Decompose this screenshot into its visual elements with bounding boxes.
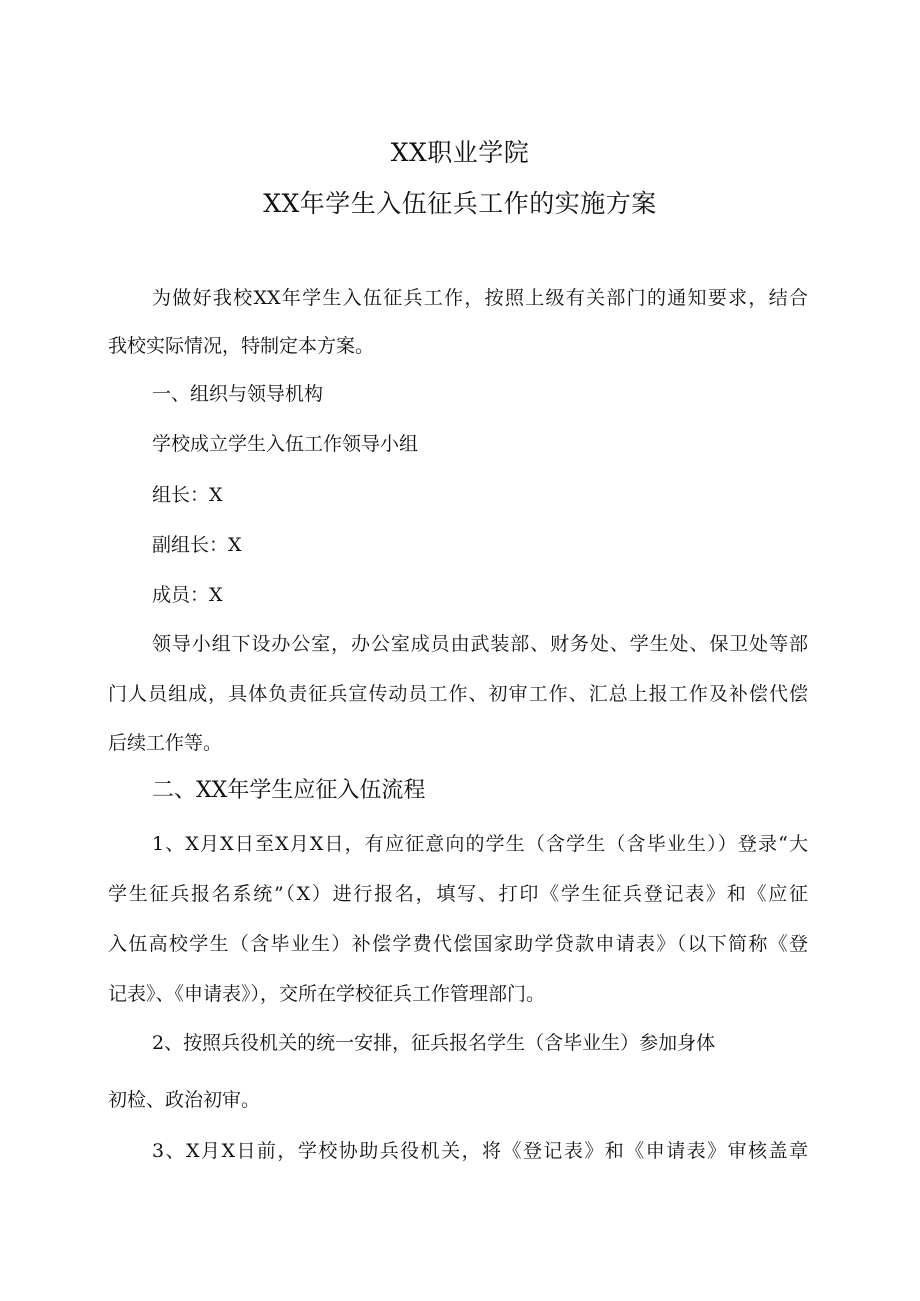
document-title-main: XX年学生入伍征兵工作的实施方案 bbox=[263, 189, 657, 218]
office-paragraph-line-2: 门人员组成，具体负责征兵宣传动员工作、初审工作、汇总上报工作及补偿代偿 bbox=[108, 683, 808, 705]
deputy-leader-line: 副组长：X bbox=[152, 534, 242, 556]
section-2-heading: 二、XX年学生应征入伍流程 bbox=[152, 778, 426, 803]
leader-line: 组长：X bbox=[152, 484, 223, 506]
step-1-line-3: 入伍高校学生（含毕业生）补偿学费代偿国家助学贷款申请表》（以下简称《登 bbox=[108, 933, 808, 955]
members-line: 成员：X bbox=[152, 584, 223, 606]
section-1-heading: 一、组织与领导机构 bbox=[152, 383, 324, 405]
office-paragraph-line-3: 后续工作等。 bbox=[108, 732, 223, 754]
step-1-line-4: 记表》、《申请表》），交所在学校征兵工作管理部门。 bbox=[108, 983, 546, 1005]
step-2-line-1: 2、按照兵役机关的统一安排，征兵报名学生（含毕业生）参加身体 bbox=[152, 1032, 716, 1054]
step-3-line-1: 3、X月X日前，学校协助兵役机关，将《登记表》和《申请表》审核盖章 bbox=[152, 1140, 808, 1162]
step-1-line-1: 1、X月X日至X月X日，有应征意向的学生（含学生（含毕业生））登录“大 bbox=[152, 833, 808, 855]
intro-paragraph-line-2: 我校实际情况，特制定本方案。 bbox=[108, 335, 375, 357]
office-paragraph-line-1: 领导小组下设办公室，办公室成员由武装部、财务处、学生处、保卫处等部 bbox=[152, 633, 808, 655]
intro-paragraph-line-1: 为做好我校XX年学生入伍征兵工作，按照上级有关部门的通知要求，结合 bbox=[152, 287, 808, 309]
step-2-line-2: 初检、政治初审。 bbox=[108, 1089, 261, 1111]
document-title-institution: XX职业学院 bbox=[390, 138, 530, 167]
section-1-subheading: 学校成立学生入伍工作领导小组 bbox=[152, 433, 419, 455]
step-1-line-2: 学生征兵报名系统”（X）进行报名，填写、打印《学生征兵登记表》和《应征 bbox=[108, 883, 808, 905]
